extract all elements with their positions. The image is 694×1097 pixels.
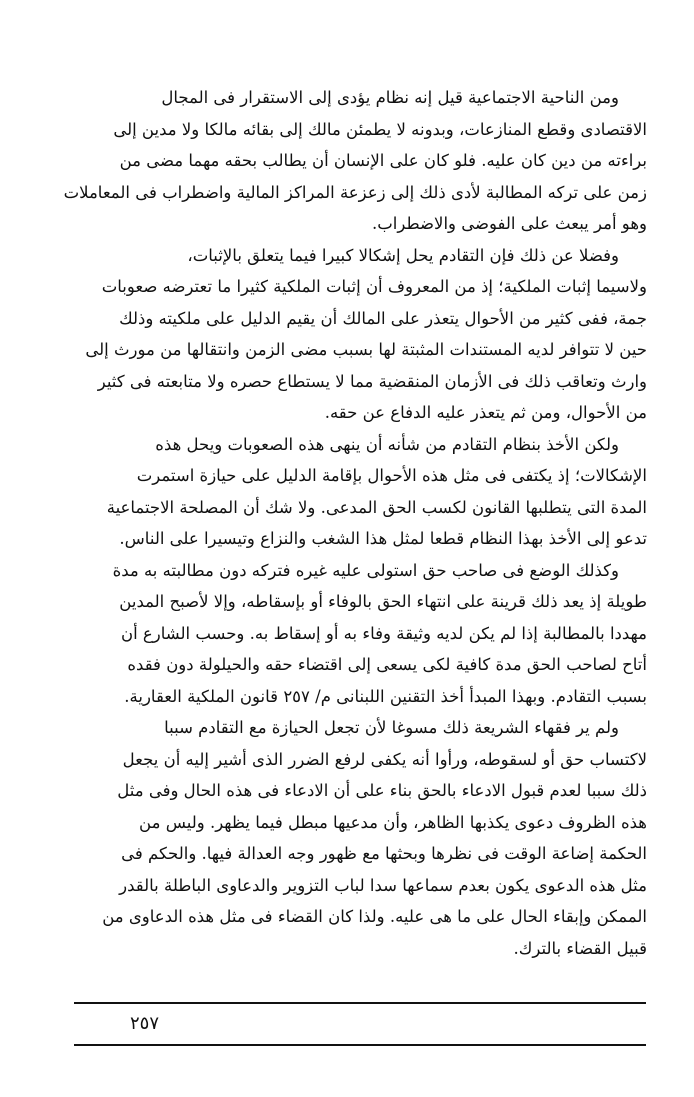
text-line: ولاسيما إثبات الملكية؛ إذ من المعروف أن إثبات الملكية كثيرا ما تعترضه صعوبات: [101, 277, 647, 296]
page-number: ٢٥٧: [130, 1013, 160, 1034]
text-line: مهددا بالمطالبة إذا لم يكن لديه وثيقة وفاء به أو إسقاط به. وحسب الشارع أن: [120, 623, 647, 643]
text-line: لاكتساب حق أو لسقوطه، ورأوا أنه يكفى لرفع الضرر الذى أشير إليه أن يجعل: [122, 749, 647, 769]
text-line: من الأحوال، ومن ثم يتعذر عليه الدفاع عن حقه.: [324, 403, 647, 422]
text-line: تدعو إلى الأخذ بهذا النظام قطعا لمثل هذا الشغب والنزاع وتيسيرا على الناس.: [119, 529, 647, 548]
text-line: وهو أمر يبعث على الفوضى والاضطراب.: [372, 214, 647, 233]
text-line: ولم ير فقهاء الشريعة ذلك مسوغا لأن تجعل الحيازة مع التقادم سببا: [164, 718, 619, 737]
text-line: الاقتصادى وقطع المنازعات، وبدونه لا يطمئن مالك إلى بقائه مالكا ولا مدين إلى: [113, 119, 647, 139]
text-line: جمة، ففى كثير من الأحوال يتعذر على المالك أن يقيم الدليل على ملكيته وذلك: [119, 308, 647, 328]
text-line: مثل هذه الدعوى يكون بعدم سماعها سدا لباب التزوير والدعاوى الباطلة بالقدر: [119, 875, 647, 895]
text-line: حين لا تتوافر لديه المستندات المثبتة لها بسبب مضى الزمن وانتقالها من مورث إلى: [85, 340, 647, 359]
text-line: المدة التى يتطلبها القانون لكسب الحق المدعى. ولا شك أن المصلحة الاجتماعية: [106, 497, 647, 517]
text-line: الحكمة إضاعة الوقت فى نظرها وبحثها مع ظهور وجه العدالة فيها. والحكم فى: [121, 844, 647, 863]
text-line: أتاح لصاحب الحق مدة كافية لكى يسعى إلى اقتضاء حقه والحيلولة دون فقده: [127, 655, 647, 674]
text-line: براءته من دين كان عليه. فلو كان على الإنسان أن يطالب بحقه مهما مضى من: [119, 151, 647, 170]
text-line: الإشكالات؛ إذ يكتفى فى مثل هذه الأحوال بإقامة الدليل على حيازة استمرت: [136, 466, 647, 485]
text-line: وكذلك الوضع فى صاحب حق استولى عليه غيره فتركه دون مطالبته به مدة: [112, 560, 619, 580]
text-line: ذلك سببا لعدم قبول الادعاء بالحق بناء على أن الادعاء فى هذه الحال وفى مثل: [117, 781, 647, 800]
text-line: وارث وتعاقب ذلك فى الأزمان المنقضية مما لا يستطاع حصره ولا متابعته فى كثير: [97, 371, 647, 391]
text-line: طويلة إذ يعد ذلك قرينة على انتهاء الحق بالوفاء أو بإسقاطه، وإلا لأصبح المدين: [119, 592, 647, 611]
text-line: وفضلا عن ذلك فإن التقادم يحل إشكالا كبيرا فيما يتعلق بالإثبات،: [187, 245, 619, 265]
footer-rule-bottom: [74, 1044, 646, 1046]
text-line: الممكن وإبقاء الحال على ما هى عليه. ولذا كان القضاء فى مثل هذه الدعاوى من: [102, 907, 647, 926]
text-line: هذه الظروف دعوى يكذبها الظاهر، وأن مدعيها مبطل فيما يظهر. وليس من: [139, 812, 647, 832]
text-line: بسبب التقادم. وبهذا المبدأ أخذ التقنين اللبنانى م/ ٢٥٧ قانون الملكية العقارية.: [124, 686, 647, 706]
footer-rule-top: [74, 1002, 646, 1004]
text-line: ولكن الأخذ بنظام التقادم من شأنه أن ينهى هذه الصعوبات ويحل هذه: [155, 434, 619, 454]
text-line: قبيل القضاء بالترك.: [513, 938, 647, 958]
text-line: زمن على تركه المطالبة لأدى ذلك إلى زعزعة المراكز المالية واضطراب فى المعاملات: [63, 182, 647, 202]
text-line: ومن الناحية الاجتماعية قيل إنه نظام يؤدى إلى الاستقرار فى المجال: [161, 88, 619, 107]
body-text: [62, 82, 647, 964]
